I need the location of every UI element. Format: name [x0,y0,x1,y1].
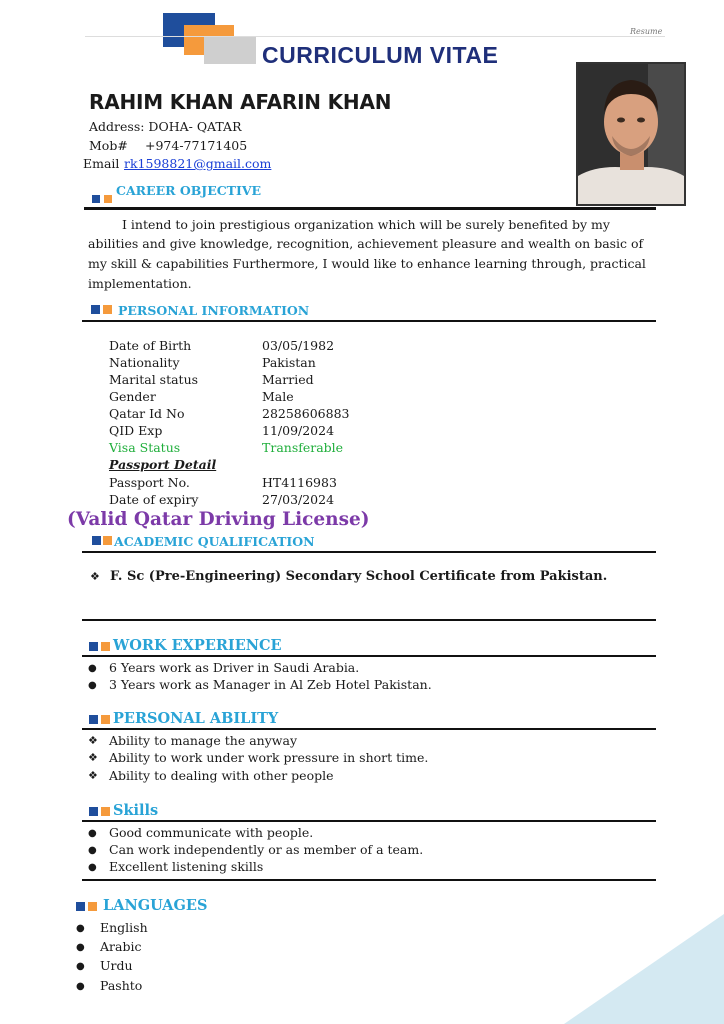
bullet-icon: ● [76,923,85,934]
logo-square-grey [204,37,256,64]
visa-status-label: Visa Status [109,440,181,455]
career-line-3: my skill & capabilities Furthermore, I would like to enhance learning through, practical [88,256,646,271]
dob-value: 03/05/1982 [262,338,335,353]
nationality-value: Pakistan [262,355,316,370]
section-marker-navy [92,195,100,203]
personal-ability-heading: PERSONAL ABILITY [113,710,279,727]
language-item-2: Arabic [100,939,142,954]
ability-divider [82,728,656,730]
diamond-bullet-icon: ❖ [88,751,98,764]
qatar-id-label: Qatar Id No [109,406,185,421]
skills-divider-top [82,820,656,822]
person-photo-icon [578,64,684,204]
nationality-label: Nationality [109,355,180,370]
section-marker-navy [89,715,98,724]
section-marker-orange [103,536,112,545]
language-item-3: Urdu [100,958,133,973]
career-line-1: I intend to join prestigious organization which will be surely benefited by my [122,217,610,232]
marital-status-value: Married [262,372,314,387]
work-item-2: 3 Years work as Manager in Al Zeb Hotel Pakistan. [109,677,432,692]
qid-exp-value: 11/09/2024 [262,423,335,438]
marital-status-label: Marital status [109,372,199,387]
career-objective-heading: CAREER OBJECTIVE [116,183,262,198]
gender-value: Male [262,389,294,404]
language-item-1: English [100,920,148,935]
diamond-bullet-icon: ❖ [88,769,98,782]
academic-divider-top [82,551,656,553]
section-marker-orange [88,902,97,911]
bullet-icon: ● [88,828,97,839]
section-marker-navy [91,305,100,314]
section-marker-orange [101,807,110,816]
qatar-id-value: 28258606883 [262,406,350,421]
email-label: Email [83,156,120,171]
career-line-4: implementation. [88,276,192,291]
skills-heading: Skills [113,802,159,819]
section-marker-navy [92,536,101,545]
mobile-number: +974-77171405 [145,138,248,153]
section-marker-orange [103,305,112,314]
visa-status-value: Transferable [262,440,344,455]
diamond-bullet-icon: ❖ [90,570,100,583]
work-experience-heading: WORK EXPERIENCE [113,637,282,654]
passport-no-value: HT4116983 [262,475,337,490]
header-top-rule [85,36,665,37]
personal-information-heading: PERSONAL INFORMATION [118,303,310,318]
ability-item-1: Ability to manage the anyway [109,733,298,748]
passport-detail-heading: Passport Detail [109,457,217,472]
career-divider [84,207,656,210]
passport-no-label: Passport No. [109,475,190,490]
languages-heading: LANGUAGES [103,897,208,914]
section-marker-navy [76,902,85,911]
bullet-icon: ● [76,942,85,953]
gender-label: Gender [109,389,156,404]
academic-item: F. Sc (Pre-Engineering) Secondary School Certificate from Pakistan. [110,569,608,584]
work-item-1: 6 Years work as Driver in Saudi Arabia. [109,660,360,675]
skill-item-2: Can work independently or as member of a team. [109,842,424,857]
career-line-2: abilities and give knowledge, recognition, achievement pleasure and wealth on basic of [88,236,644,251]
ability-item-2: Ability to work under work pressure in short time. [109,750,429,765]
personal-divider [82,320,656,322]
address-line: Address: DOHA- QATAR [89,119,242,134]
profile-photo [576,62,686,206]
passport-expiry-value: 27/03/2024 [262,492,335,507]
academic-divider-bottom [82,619,656,621]
bullet-icon: ● [88,845,97,856]
bullet-icon: ● [88,862,97,873]
bullet-icon: ● [76,981,85,992]
email-link[interactable]: rk1598821@gmail.com [124,156,272,171]
academic-heading: ACADEMIC QUALIFICATION [114,534,315,549]
skill-item-3: Excellent listening skills [109,859,264,874]
skill-item-1: Good communicate with people. [109,825,314,840]
section-marker-orange [101,715,110,724]
bullet-icon: ● [88,680,97,691]
cv-title: CURRICULUM VITAE [262,42,499,68]
diamond-bullet-icon: ❖ [88,734,98,747]
passport-expiry-label: Date of expiry [109,492,199,507]
section-marker-navy [89,807,98,816]
bullet-icon: ● [88,663,97,674]
resume-tag: Resume [630,27,663,36]
work-divider [82,655,656,657]
corner-triangle-decoration [564,914,724,1024]
bullet-icon: ● [76,961,85,972]
mobile-label: Mob# [89,138,128,153]
dob-label: Date of Birth [109,338,192,353]
section-marker-orange [101,642,110,651]
language-item-4: Pashto [100,978,143,993]
candidate-name: RAHIM KHAN AFARIN KHAN [89,90,392,114]
skills-divider-bottom [82,879,656,881]
ability-item-3: Ability to dealing with other people [109,768,334,783]
section-marker-navy [89,642,98,651]
qid-exp-label: QID Exp [109,423,163,438]
driving-license-note: (Valid Qatar Driving License) [67,509,370,530]
section-marker-orange [104,195,112,203]
